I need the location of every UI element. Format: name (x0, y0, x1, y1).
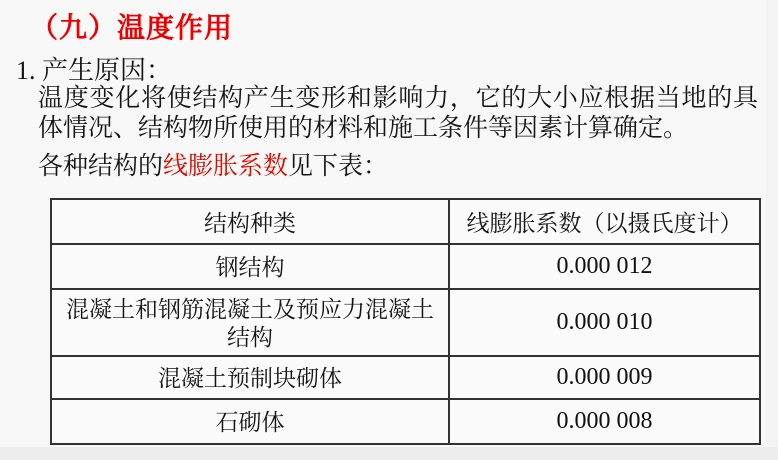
table-row (51, 399, 760, 444)
page-bottom-margin (0, 447, 778, 460)
table-row (51, 289, 760, 356)
cell-coefficient: 0.000 012 (449, 244, 760, 289)
header-structure-type: 结构种类 (51, 199, 449, 244)
table-intro-line (38, 146, 388, 182)
table-row (51, 356, 760, 399)
table-intro-suffix: 见下表： (288, 153, 389, 180)
cell-coefficient: 0.000 008 (449, 399, 760, 444)
section-heading: 1. 产生原因： (16, 56, 173, 85)
cell-structure-type: 混凝土预制块砌体 (51, 356, 449, 399)
page-title: （九）温度作用 (30, 12, 234, 43)
table-intro-highlight: 线膨胀系数 (163, 153, 289, 180)
body-paragraph: 温度变化将使结构产生变形和影响力，它的大小应根据当地的具体情况、结构物所使用的材料和施工条件等因素计算确定。 (38, 85, 758, 142)
cell-coefficient: 0.000 009 (449, 356, 760, 399)
cell-coefficient: 0.000 010 (449, 289, 760, 356)
table-intro-prefix: 各种结构的 (38, 153, 164, 180)
cell-structure-type: 钢结构 (51, 244, 449, 289)
page-right-margin (766, 0, 778, 460)
header-coefficient: 线膨胀系数（以摄氏度计） (449, 199, 760, 244)
cell-structure-type: 石砌体 (51, 399, 449, 444)
expansion-coefficient-table (50, 198, 761, 445)
table-header-row (51, 199, 760, 244)
cell-structure-type: 混凝土和钢筋混凝土及预应力混凝土结构 (51, 289, 449, 356)
table-row (51, 244, 760, 289)
